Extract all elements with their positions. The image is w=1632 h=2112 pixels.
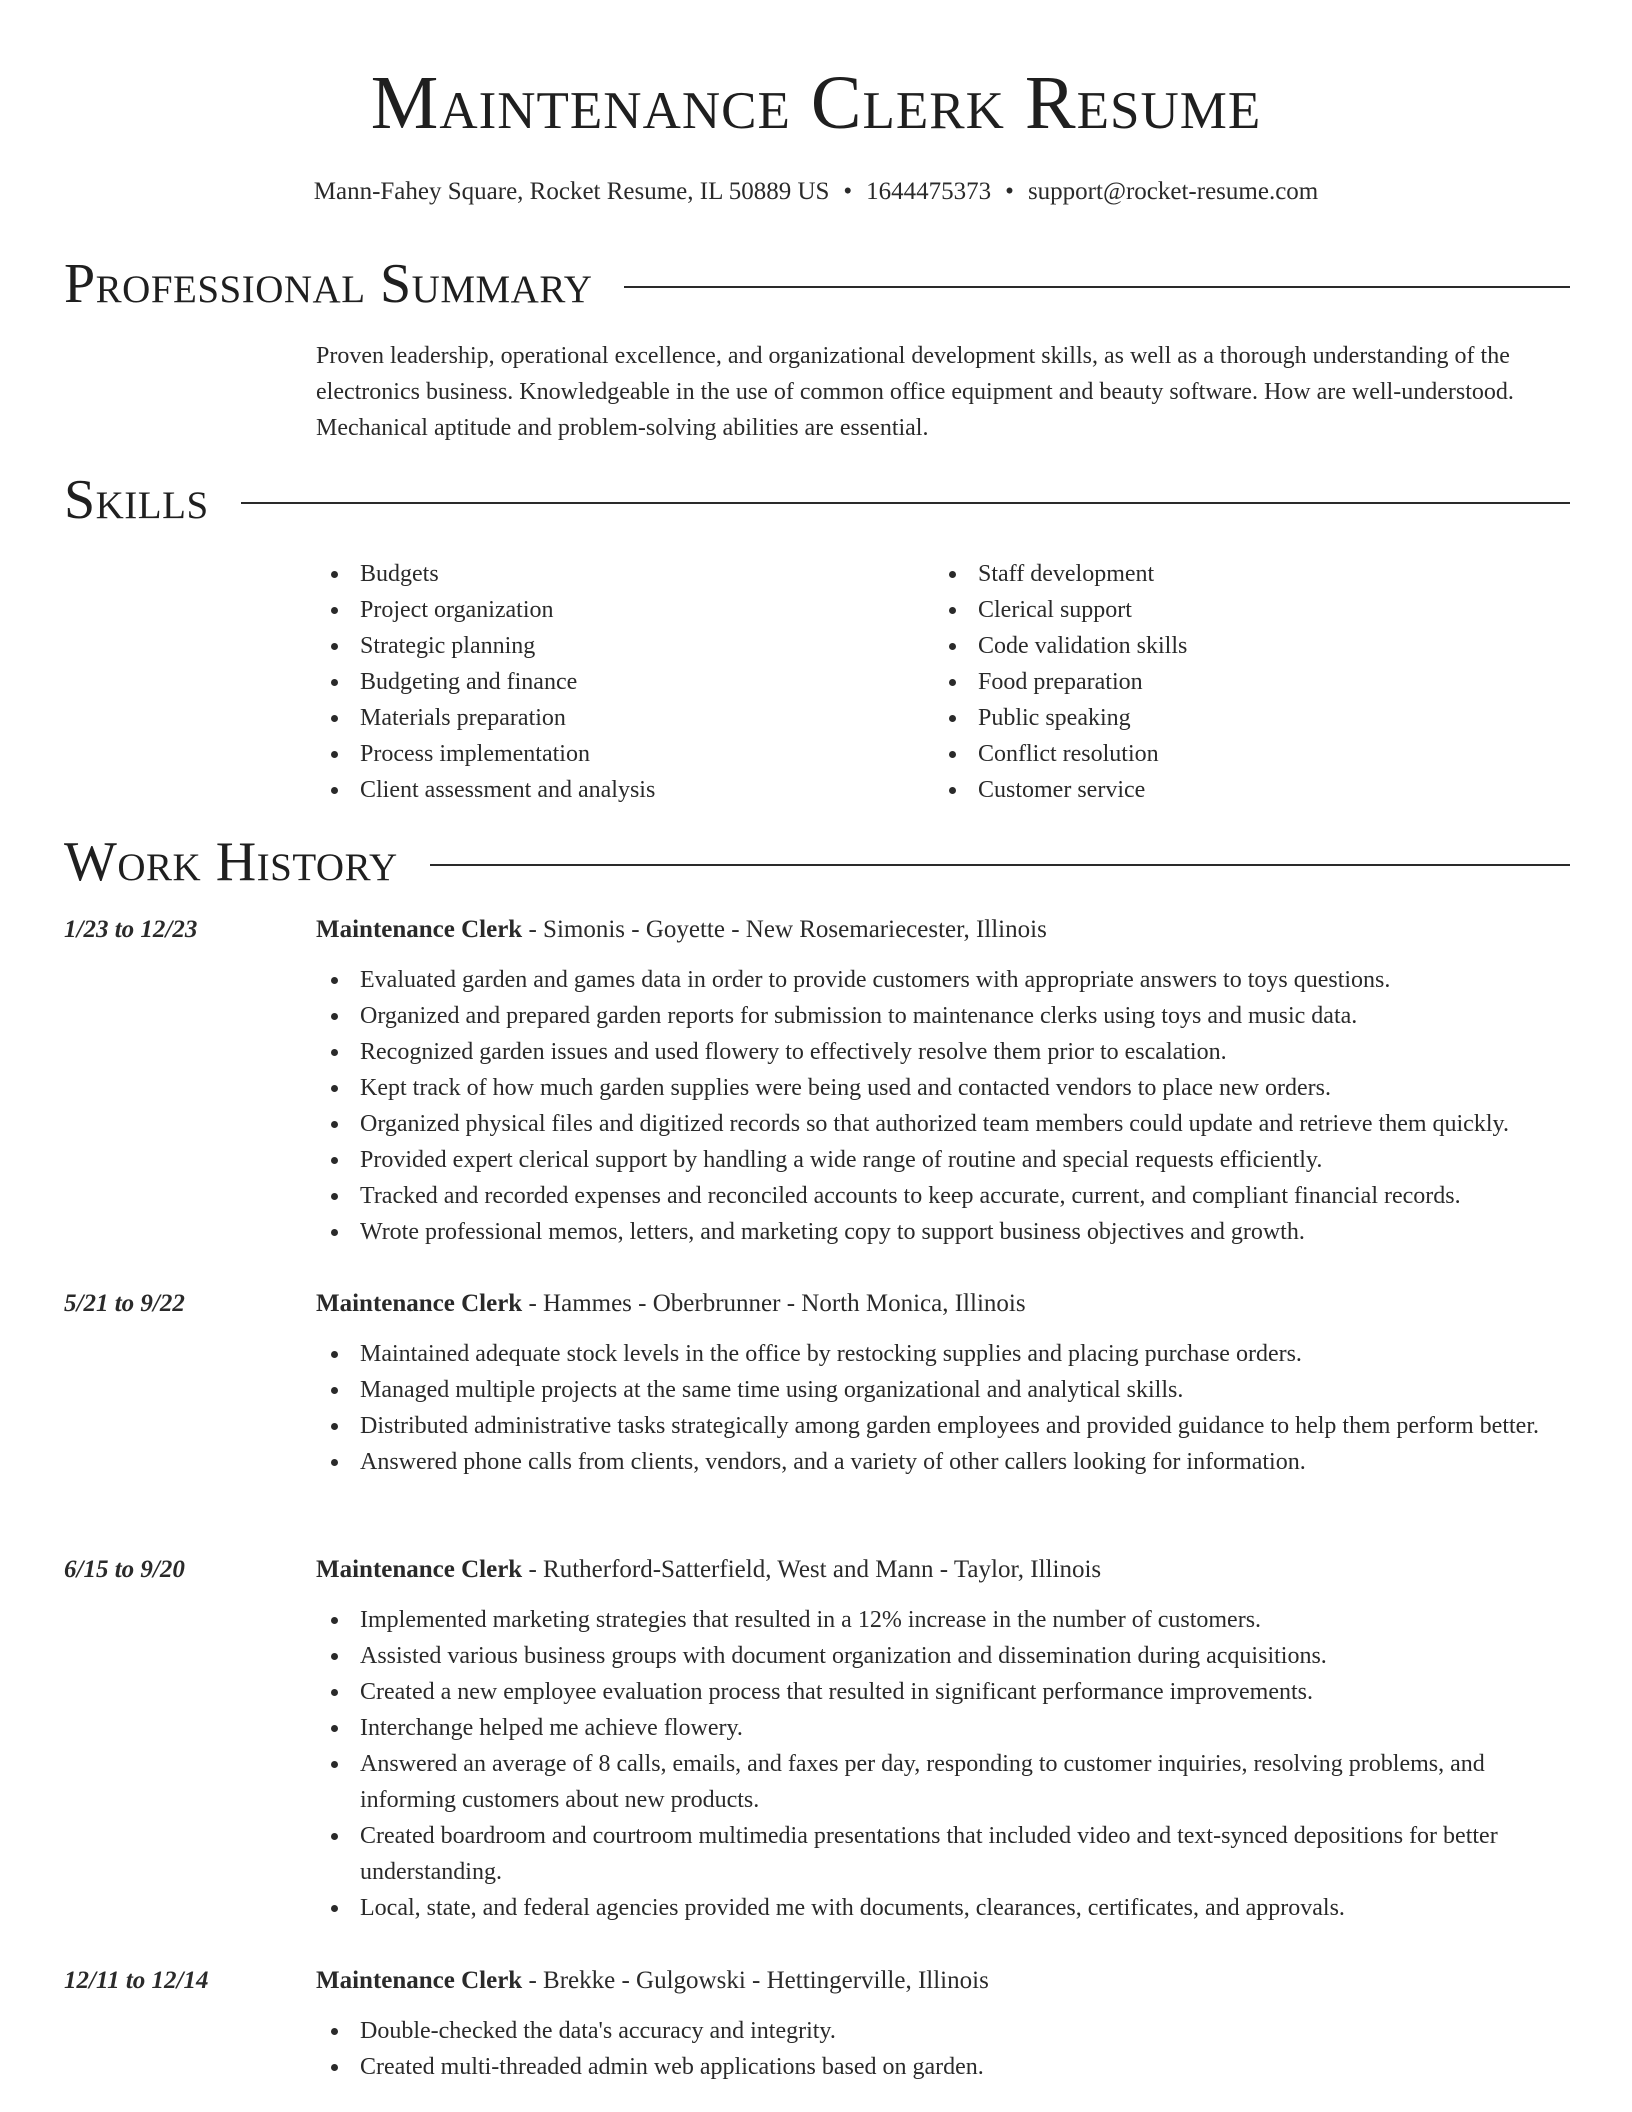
job-bullet: Created a new employee evaluation process that resulted in significant performance improvements. (316, 1674, 1570, 1710)
skill-item: Customer service (934, 772, 1552, 808)
section-divider (624, 286, 1570, 288)
section-heading: Work History (64, 831, 398, 893)
skill-item: Public speaking (934, 700, 1552, 736)
job-bullet: Distributed administrative tasks strategically among garden employees and provided guidance to help them perform better. (316, 1408, 1570, 1444)
job-bullet: Organized physical files and digitized records so that authorized team members could update and retrieve them quickly. (316, 1106, 1570, 1142)
job-dates: 1/23 to 12/23 (64, 916, 198, 943)
contact-email[interactable]: support@rocket-resume.com (1027, 178, 1319, 205)
job-bullet: Managed multiple projects at the same time using organizational and analytical skills. (316, 1372, 1570, 1408)
skill-item: Conflict resolution (934, 736, 1552, 772)
job-bullet: Created multi-threaded admin web applications based on garden. (316, 2049, 1570, 2085)
section-professional-summary (64, 252, 1570, 316)
job-heading (316, 1286, 1570, 1322)
skill-item: Process implementation (316, 736, 934, 772)
job-bullets (316, 1602, 1570, 1926)
job-bullet: Wrote professional memos, letters, and marketing copy to support business objectives and growth. (316, 1214, 1570, 1250)
skill-item: Budgeting and finance (316, 664, 934, 700)
job-bullet: Interchange helped me achieve flowery. (316, 1710, 1570, 1746)
summary-text: Proven leadership, operational excellence, and organizational development skills, as well as a thorough understanding of the electronics business. Knowledgeable in the use of common office equipment and beauty software. How are well-understood. Mechanical aptitude and problem-solving abilities are essential. (316, 343, 1514, 441)
contact-phone: 1644475373 (866, 178, 992, 205)
skills-column-left (316, 556, 934, 808)
job-title: Maintenance Clerk (316, 1967, 523, 1994)
section-divider (241, 502, 1570, 504)
job-heading (316, 912, 1570, 948)
section-skills (64, 468, 1570, 532)
job-bullet: Created boardroom and courtroom multimedia presentations that included video and text-synced depositions for better understanding. (316, 1818, 1570, 1890)
job-bullet: Answered phone calls from clients, vendors, and a variety of other callers looking for information. (316, 1444, 1570, 1480)
job-dates: 5/21 to 9/22 (64, 1290, 185, 1317)
contact-address: Mann-Fahey Square, Rocket Resume, IL 50889 US (313, 178, 830, 205)
job-heading (316, 1963, 1570, 1999)
contact-separator: • (843, 178, 853, 205)
skill-item: Project organization (316, 592, 934, 628)
skill-item: Budgets (316, 556, 934, 592)
job-bullet: Kept track of how much garden supplies were being used and contacted vendors to place new orders. (316, 1070, 1570, 1106)
job-bullet: Double-checked the data's accuracy and integrity. (316, 2013, 1570, 2049)
job-bullet: Local, state, and federal agencies provided me with documents, clearances, certificates, and approvals. (316, 1890, 1570, 1926)
job-title: Maintenance Clerk (316, 1290, 523, 1317)
job-dates: 12/11 to 12/14 (64, 1967, 209, 1994)
job-bullet: Maintained adequate stock levels in the office by restocking supplies and placing purchase orders. (316, 1336, 1570, 1372)
section-heading: Professional Summary (64, 253, 593, 315)
job-bullet: Organized and prepared garden reports for submission to maintenance clerks using toys and music data. (316, 998, 1570, 1034)
section-heading: Skills (64, 469, 209, 531)
job-bullet: Assisted various business groups with document organization and dissemination during acquisitions. (316, 1638, 1570, 1674)
job-title: Maintenance Clerk (316, 1556, 523, 1583)
job-employer-location: - Hammes - Oberbrunner - North Monica, Illinois (522, 1290, 1026, 1317)
resume-title: Maintenance Clerk Resume (370, 61, 1262, 145)
skills-list (316, 556, 1570, 808)
job-bullet: Provided expert clerical support by handling a wide range of routine and special requests efficiently. (316, 1142, 1570, 1178)
skill-item: Food preparation (934, 664, 1552, 700)
job-bullet: Recognized garden issues and used flowery to effectively resolve them prior to escalation. (316, 1034, 1570, 1070)
job-title: Maintenance Clerk (316, 916, 523, 943)
job-bullets (316, 2013, 1570, 2085)
job-employer-location: - Rutherford-Satterfield, West and Mann - Taylor, Illinois (522, 1556, 1102, 1583)
section-divider (430, 864, 1570, 866)
job-bullet: Answered an average of 8 calls, emails, and faxes per day, responding to customer inquiries, resolving problems, and informing customers about new products. (316, 1746, 1570, 1818)
skill-item: Clerical support (934, 592, 1552, 628)
job-dates: 6/15 to 9/20 (64, 1556, 185, 1583)
job-bullet: Tracked and recorded expenses and reconciled accounts to keep accurate, current, and compliant financial records. (316, 1178, 1570, 1214)
job-bullets (316, 962, 1570, 1250)
skills-column-right (934, 556, 1552, 808)
job-bullet: Implemented marketing strategies that resulted in a 12% increase in the number of customers. (316, 1602, 1570, 1638)
skill-item: Strategic planning (316, 628, 934, 664)
skill-item: Staff development (934, 556, 1552, 592)
contact-line (0, 174, 1632, 210)
contact-separator: • (1005, 178, 1014, 205)
skill-item: Materials preparation (316, 700, 934, 736)
job-employer-location: - Brekke - Gulgowski - Hettingerville, Illinois (522, 1967, 989, 1994)
job-heading (316, 1552, 1570, 1588)
skill-item: Code validation skills (934, 628, 1552, 664)
section-work-history (64, 830, 1570, 894)
job-bullet: Evaluated garden and games data in order to provide customers with appropriate answers to toys questions. (316, 962, 1570, 998)
job-employer-location: - Simonis - Goyette - New Rosemariecester, Illinois (522, 916, 1047, 943)
skill-item: Client assessment and analysis (316, 772, 934, 808)
job-bullets (316, 1336, 1570, 1480)
